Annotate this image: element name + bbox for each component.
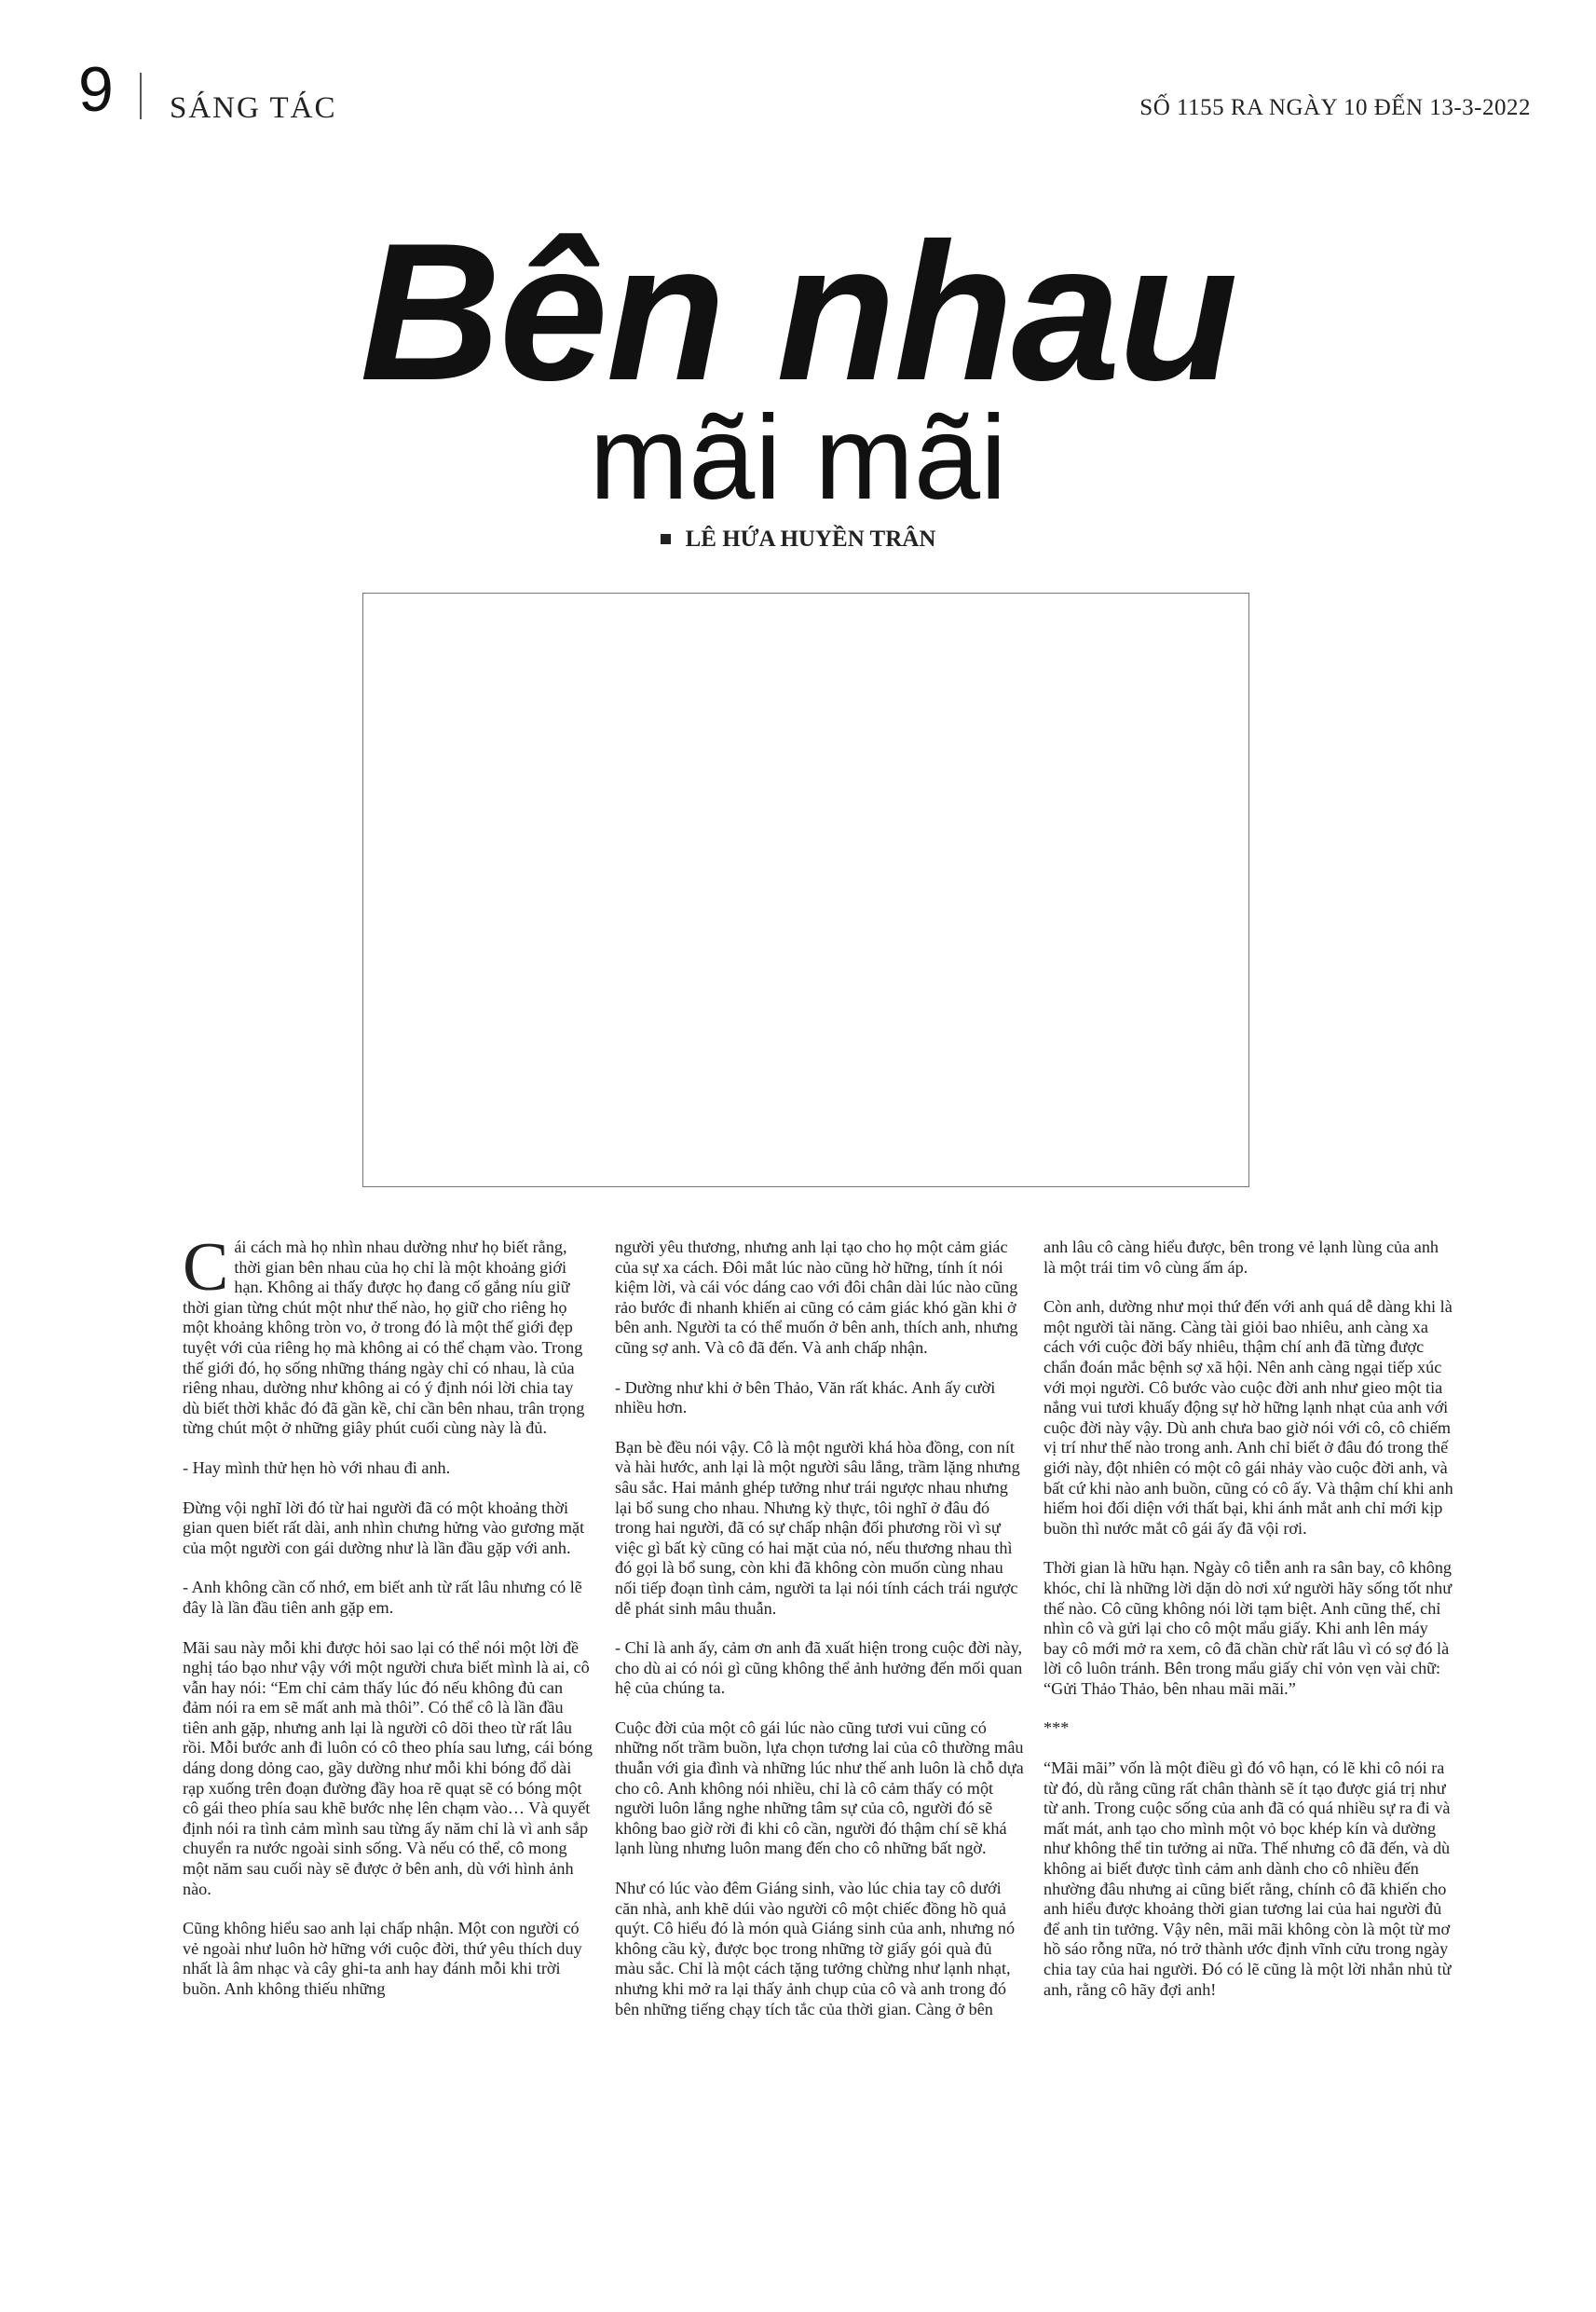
paragraph: Cũng không hiểu sao anh lại chấp nhận. Một con người có vẻ ngoài như luôn hờ hững với cuộc đời, thứ yêu thích duy nhất là âm nhạc và cây ghi-ta anh hay đánh mỗi khi trời buồn. Anh không thiếu những bbox=[183, 1919, 582, 1998]
text-column-3 bbox=[1044, 1238, 1453, 2019]
paragraph: - Hay mình thử hẹn hò với nhau đi anh. bbox=[183, 1457, 451, 1477]
article-body bbox=[183, 1229, 1453, 2263]
paragraph: người yêu thương, nhưng anh lại tạo cho họ một cảm giác của sự xa cách. Đôi mắt lúc nào cũng hờ hững, tính ít nói kiệm lời, và cái vóc dáng cao với đôi chân dài lúc nào cũng rảo bước đi nhanh khiến ai cũng có cảm giác khó gần khi ở bên anh. Người ta có thể muốn ở bên anh, thích anh, nhưng cũng sợ anh. Và cô đã đến. Và anh chấp nhận. bbox=[615, 1238, 1018, 1357]
paragraph: anh lâu cô càng hiểu được, bên trong vẻ lạnh lùng của anh là một trái tim vô cùng ấm áp. bbox=[1044, 1238, 1439, 1277]
paragraph: Thời gian là hữu hạn. Ngày cô tiễn anh ra sân bay, cô không khóc, chỉ là những lời dặn dò nơi xứ người hãy sống tốt như thế nào. Cô cũng không nói lời tạm biệt. Anh cũng thế, chỉ nhìn cô và gửi lại cho cô một mẩu giấy. Khi anh lên máy bay cô mới mở ra xem, cô đã chần chừ rất lâu vì có sợ đó là lời cô luôn tránh. Bên trong mẩu giấy chỉ vỏn vẹn vài chữ: “Gửi Thảo Thảo, bên nhau mãi mãi.” bbox=[1044, 1558, 1453, 1698]
paragraph: - Dường như khi ở bên Thảo, Văn rất khác. Anh ấy cười nhiều hơn. bbox=[615, 1377, 996, 1417]
paragraph: - Chỉ là anh ấy, cảm ơn anh đã xuất hiện trong cuộc đời này, cho dù ai có nói gì cũng không thể ảnh hưởng đến mối quan hệ của chúng ta. bbox=[615, 1638, 1023, 1698]
drop-cap: C bbox=[183, 1229, 229, 1306]
header-divider bbox=[140, 73, 142, 119]
author-name: LÊ HỨA HUYỀN TRÂN bbox=[685, 527, 936, 552]
text-column-2 bbox=[615, 1238, 1025, 2039]
article-title: Bên nhau bbox=[360, 202, 1236, 421]
article-image-frame bbox=[362, 593, 1249, 1187]
paragraph: Còn anh, dường như mọi thứ đến với anh quá dễ dàng khi là một người tài năng. Càng tài giỏi bao nhiêu, anh càng xa cách với cuộc đời bấy nhiêu, thậm chí anh đã từng được chẩn đoán mắc bệnh sợ xã hội. Nên anh càng ngại tiếp xúc với mọi người. Cô bước vào cuộc đời anh như gieo một tia nắng vui tươi khuấy động sự hờ hững lạnh nhạt của anh với cuộc đời này vậy. Dù anh chưa bao giờ nói với cô, cô chiếm vị trí như thế nào trong anh. Anh chỉ biết ở đâu đó trong thế giới này, đột nhiên có một cô gái nhảy vào cuộc đời anh, và bất cứ khi nào anh buồn, cũng có cô ấy. Và thậm chí khi anh hiếm hoi đối diện với thất bại, khi ánh mắt anh chỉ mới kịp buồn thì nước mắt cô gái ấy đã vội rơi. bbox=[1044, 1297, 1453, 1538]
text-column-1 bbox=[183, 1229, 593, 2019]
paragraph: Đừng vội nghĩ lời đó từ hai người đã có một khoảng thời gian quen biết rất dài, anh nhìn chưng hửng vào gương mặt của một người con gái dường như là lần đầu gặp với anh. bbox=[183, 1498, 585, 1557]
paragraph bbox=[183, 1229, 593, 1439]
paragraph: Cuộc đời của một cô gái lúc nào cũng tươi vui cũng có những nốt trầm buồn, lựa chọn tương lai của cô thường mâu thuẫn với gia đình và những lúc như thế anh luôn là chỗ dựa cho cô. Anh không nói nhiều, chỉ là cô cảm thấy có một người luôn lắng nghe những tâm sự của cô, người đó sẽ không bao giờ rời đi khi cô cần, người đó thậm chí sẽ khá lạnh lùng nhưng luôn mang đến cho cô những bất ngờ. bbox=[615, 1717, 1024, 1858]
paragraph: Bạn bè đều nói vậy. Cô là một người khá hòa đồng, con nít và hài hước, anh lại là một người sâu lắng, trầm lặng nhưng sâu sắc. Hai mảnh ghép tưởng như trái ngược nhau nhưng lại bổ sung cho nhau. Nhưng kỳ thực, tôi nghĩ ở đâu đó trong hai người, đã có sự chấp nhận đối phương rồi vì sự việc gì bất kỳ cũng có hai mặt của nó, nếu thương nhau thì đó gọi là bổ sung, còn khi đã không còn muốn cùng nhau nối tiếp đoạn tình cảm, người ta lại nói tính cách trái ngược dễ phát sinh mâu thuẫn. bbox=[615, 1437, 1020, 1618]
paragraph: Mãi sau này mỗi khi được hỏi sao lại có thể nói một lời đề nghị táo bạo như vậy với một người chưa biết mình là ai, cô vẫn hay nói: “Em chỉ cảm thấy lúc đó nếu không đủ can đảm nói ra em sẽ mất anh mà thôi”. Có thể cô là lần đầu tiên anh gặp, nhưng anh lại là người cô dõi theo từ rất lâu rồi. Mỗi bước anh đi luôn có cô theo phía sau lưng, cái bóng dáng dong dỏng cao, gầy dường như mỗi khi bóng đổ dài rạp xuống trên đoạn đường đầy hoa rẽ quạt sẽ có bóng một cô gái theo phía sau khẽ bước nhẹ lên chạm vào… Và quyết định nói ra tình cảm mình sau từng ấy năm chỉ là vì anh sắp chuyển ra nước ngoài sinh sống. Và nếu có thể, cô mong một năm sau cuối này sẽ được ở bên anh, dù với hình ảnh nào. bbox=[183, 1637, 593, 1898]
section-break: *** bbox=[1044, 1718, 1070, 1738]
byline-bullet-icon bbox=[661, 534, 671, 544]
paragraph: Như có lúc vào đêm Giáng sinh, vào lúc chia tay cô dưới căn nhà, anh khẽ dúi vào người cô một chiếc đồng hồ quả quýt. Cô hiểu đó là món quà Giáng sinh của anh, nhưng nó không cầu kỳ, được bọc trong những tờ giấy gói quà đủ màu sắc. Chỉ là một cách tặng tưởng chừng như lạnh nhạt, nhưng khi mở ra lại thấy ảnh chụp của cô và anh trong đó bên những tiếng chạy tích tắc của thời gian. Càng ở bên bbox=[615, 1879, 1016, 2018]
section-name: SÁNG TÁC bbox=[170, 91, 337, 125]
article-subtitle: mãi mãi bbox=[589, 391, 1007, 525]
paragraph-text: ái cách mà họ nhìn nhau dường như họ biết rằng, thời gian bên nhau của họ chỉ là một khoảng giới hạn. Không ai thấy được họ đang cố gắng níu giữ thời gian từng chút một như thế nào, họ giữ cho riêng họ một khoảng không tròn vo, ở trong đó là một thế giới đẹp tuyệt với của riêng họ mà không ai có thể chạm vào. Trong thế giới đó, họ sống những tháng ngày chỉ có nhau, là của riêng nhau, dường như không ai có ý định nói lời chia tay dù biết thời khắc đó đã gần kề, chỉ cần bên nhau, trân trọng từng chút một ở những giây phút cuối cùng này là đủ. bbox=[183, 1238, 585, 1438]
issue-info: SỐ 1155 RA NGÀY 10 ĐẾN 13-3-2022 bbox=[1139, 95, 1531, 120]
paragraph: “Mãi mãi” vốn là một điều gì đó vô hạn, có lẽ khi cô nói ra từ đó, dù rằng cũng rất chân thành sẽ ít tạo được giá trị như từ anh. Trong cuộc sống của anh đã có quá nhiều sự ra đi và mất mát, anh tạo cho mình một vỏ bọc khép kín và dường như không thể tin tưởng ai nữa. Thế nhưng cô đã đến, và dù không ai biết được tình cảm anh dành cho cô nhiều đến nhường đâu nhưng ai cũng biết rằng, chính cô đã khiến cho anh hiểu được khoảng thời gian tương lai của hai người đủ để anh tin tưởng. Vậy nên, mãi mãi không còn là một từ mơ hồ sáo rỗng nữa, nó trở thành ước định vĩnh cửu trong ngày chia tay của hai người. Đó có lẽ cũng là một lời nhắn nhủ từ anh, rằng cô hãy đợi anh! bbox=[1044, 1758, 1452, 1999]
paragraph: - Anh không cần cố nhớ, em biết anh từ rất lâu nhưng có lẽ đây là lần đầu tiên anh gặp em. bbox=[183, 1578, 582, 1617]
page-number: 9 bbox=[78, 54, 114, 125]
byline bbox=[0, 527, 1596, 553]
